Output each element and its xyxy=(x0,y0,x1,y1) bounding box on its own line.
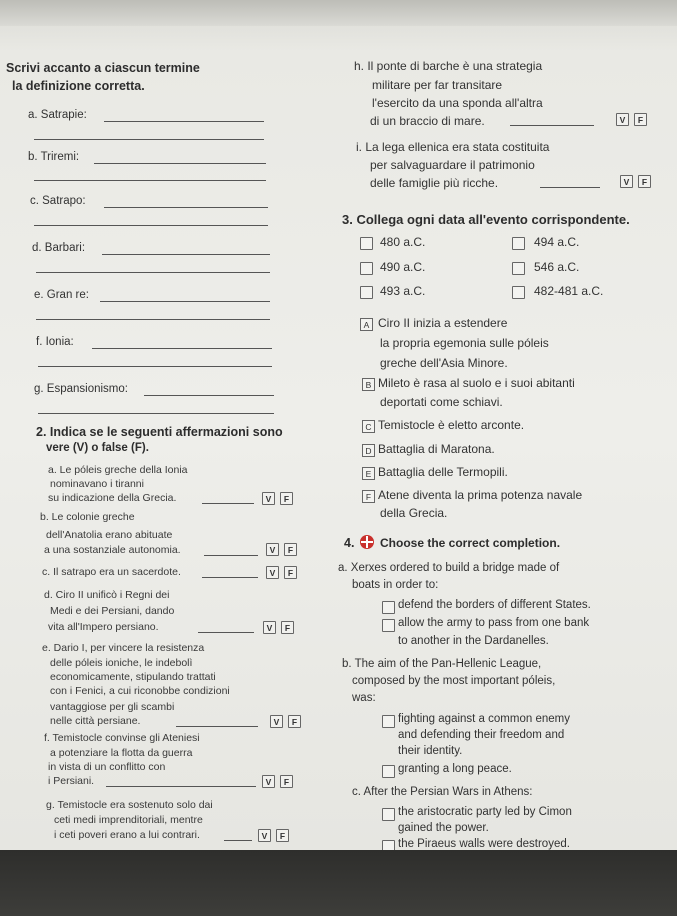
answer-line[interactable] xyxy=(34,180,266,181)
event-a-line: la propria egemonia sulle póleis xyxy=(380,336,549,350)
statement-f-line: a potenziare la flotta da guerra xyxy=(50,747,193,759)
vf-choice-d[interactable] xyxy=(263,621,294,634)
term-satrapie: a. Satrapie: xyxy=(28,109,87,121)
option-a1: defend the borders of different States. xyxy=(398,599,591,611)
question-b-line: composed by the most important póleis, xyxy=(352,675,556,687)
statement-f-line: in vista di un conflitto con xyxy=(48,761,166,773)
true-checkbox[interactable]: V xyxy=(263,621,276,634)
answer-line[interactable] xyxy=(34,225,268,226)
statement-d: d. Ciro II unificò i Regni dei xyxy=(44,589,170,601)
statement-g: g. Temistocle era sostenuto solo dai xyxy=(46,799,213,811)
event-f-line: della Grecia. xyxy=(380,506,448,520)
background-surface xyxy=(0,850,677,916)
statement-c: c. Il satrapo era un sacerdote. xyxy=(42,566,181,578)
vf-choice-c[interactable] xyxy=(266,566,297,579)
answer-line[interactable] xyxy=(202,503,254,504)
answer-line[interactable] xyxy=(38,413,274,414)
event-d: Battaglia di Maratona. xyxy=(378,442,495,456)
answer-line[interactable] xyxy=(198,632,254,633)
true-checkbox[interactable]: V xyxy=(266,543,279,556)
answer-line[interactable] xyxy=(176,726,258,727)
statement-i-line: per salvaguardare il patrimonio xyxy=(370,158,535,172)
exercise-3-title: 3. Collega ogni data all'evento corrispondente. xyxy=(342,212,630,227)
term-ionia: f. Ionia: xyxy=(36,336,74,348)
answer-line[interactable] xyxy=(224,840,252,841)
question-a-line: boats in order to: xyxy=(352,579,439,591)
exercise-1-title: Scrivi accanto a ciascun termine xyxy=(6,61,200,75)
statement-i-line: delle famiglie più ricche. xyxy=(370,176,499,190)
statement-f-line: i Persiani. xyxy=(48,775,95,787)
question-b-line: was: xyxy=(352,692,376,704)
date-checkbox[interactable] xyxy=(512,237,525,250)
option-checkbox[interactable] xyxy=(382,601,395,614)
vf-choice-h[interactable] xyxy=(616,113,647,126)
exercise-4-number: 4. xyxy=(344,536,355,550)
answer-line[interactable] xyxy=(104,121,264,122)
event-b: Mileto è rasa al suolo e i suoi abitanti xyxy=(378,376,575,390)
statement-a-line: su indicazione della Grecia. xyxy=(48,492,177,504)
exercise-4-title: Choose the correct completion. xyxy=(380,536,561,550)
option-b1-line: their identity. xyxy=(398,745,463,757)
event-letter-b: B xyxy=(362,378,375,391)
option-b1-line: and defending their freedom and xyxy=(398,729,565,741)
term-satrapo: c. Satrapo: xyxy=(30,195,86,207)
statement-a-line: nominavano i tiranni xyxy=(50,478,144,490)
false-checkbox[interactable]: F xyxy=(284,543,297,556)
statement-g-line: ceti medi imprenditoriali, mentre xyxy=(54,814,203,826)
event-e: Battaglia delle Termopili. xyxy=(378,465,508,479)
statement-f: f. Temistocle convinse gli Ateniesi xyxy=(44,732,200,744)
vf-choice-f[interactable] xyxy=(262,775,293,788)
exercise-2-subtitle: vere (V) o false (F). xyxy=(46,442,149,454)
false-checkbox[interactable]: F xyxy=(284,566,297,579)
answer-line[interactable] xyxy=(202,577,258,578)
answer-line[interactable] xyxy=(34,139,264,140)
statement-b-line: dell'Anatolia erano abituate xyxy=(46,529,173,541)
term-espansionismo: g. Espansionismo: xyxy=(34,383,128,395)
statement-b: b. Le colonie greche xyxy=(40,511,135,523)
term-gran-re: e. Gran re: xyxy=(34,289,89,301)
answer-line[interactable] xyxy=(144,395,274,396)
english-flag-icon xyxy=(360,535,374,549)
date-546: 546 a.C. xyxy=(534,260,580,274)
statement-i: i. La lega ellenica era stata costituita xyxy=(356,140,550,154)
answer-line[interactable] xyxy=(106,786,256,787)
false-checkbox[interactable]: F xyxy=(634,113,647,126)
answer-line[interactable] xyxy=(36,272,270,273)
answer-line[interactable] xyxy=(92,348,272,349)
vf-choice-g[interactable] xyxy=(258,829,289,842)
option-checkbox[interactable] xyxy=(382,808,395,821)
true-checkbox[interactable]: V xyxy=(270,715,283,728)
statement-e-line: nelle città persiane. xyxy=(50,715,141,727)
term-barbari: d. Barbari: xyxy=(32,242,86,254)
date-checkbox[interactable] xyxy=(512,286,525,299)
false-checkbox[interactable]: F xyxy=(638,175,651,188)
event-a: Ciro II inizia a estendere xyxy=(378,316,508,330)
statement-d-line: Medi e dei Persiani, dando xyxy=(50,605,175,617)
option-checkbox[interactable] xyxy=(382,840,395,850)
true-checkbox[interactable]: V xyxy=(616,113,629,126)
option-checkbox[interactable] xyxy=(382,619,395,632)
date-493: 493 a.C. xyxy=(380,284,426,298)
statement-g-line: i ceti poveri erano a lui contrari. xyxy=(54,829,200,841)
option-c1-line: gained the power. xyxy=(398,822,489,834)
vf-choice-a[interactable] xyxy=(262,492,293,505)
event-f: Atene diventa la prima potenza navale xyxy=(378,488,583,502)
answer-line[interactable] xyxy=(36,319,270,320)
option-a2: allow the army to pass from one bank xyxy=(398,617,590,629)
date-checkbox[interactable] xyxy=(360,286,373,299)
vf-choice-e[interactable] xyxy=(270,715,301,728)
question-c: c. After the Persian Wars in Athens: xyxy=(352,786,533,798)
false-checkbox[interactable]: F xyxy=(280,775,293,788)
statement-h-line: l'esercito da una sponda all'altra xyxy=(372,96,543,110)
answer-line[interactable] xyxy=(102,254,270,255)
statement-h-line: militare per far transitare xyxy=(372,78,503,92)
statement-h-line: di un braccio di mare. xyxy=(370,114,485,128)
option-checkbox[interactable] xyxy=(382,765,395,778)
statement-e-line: delle póleis ioniche, le indebolì xyxy=(50,657,193,669)
vf-choice-b[interactable] xyxy=(266,543,297,556)
option-c2: the Piraeus walls were destroyed. xyxy=(398,838,570,850)
answer-line[interactable] xyxy=(100,301,270,302)
exercise-1-subtitle: la definizione corretta. xyxy=(12,79,145,93)
page-top-edge xyxy=(0,0,677,26)
statement-e-line: economicamente, stipulando trattati xyxy=(50,671,216,683)
answer-line[interactable] xyxy=(104,207,268,208)
event-a-line: greche dell'Asia Minore. xyxy=(380,356,508,370)
answer-line[interactable] xyxy=(204,555,258,556)
date-480: 480 a.C. xyxy=(380,235,426,249)
event-letter-e: E xyxy=(362,467,375,480)
true-checkbox[interactable]: V xyxy=(620,175,633,188)
option-c1: the aristocratic party led by Cimon xyxy=(398,806,572,818)
event-letter-c: C xyxy=(362,420,375,433)
question-b: b. The aim of the Pan-Hellenic League, xyxy=(342,658,542,670)
false-checkbox[interactable]: F xyxy=(288,715,301,728)
statement-b-line: a una sostanziale autonomia. xyxy=(44,544,181,556)
date-490: 490 a.C. xyxy=(380,260,426,274)
term-triremi: b. Triremi: xyxy=(28,151,80,163)
event-letter-f: F xyxy=(362,490,375,503)
true-checkbox[interactable]: V xyxy=(262,492,275,505)
true-checkbox[interactable]: V xyxy=(262,775,275,788)
statement-e-line: con i Fenici, a cui riconobbe condizioni xyxy=(50,685,230,697)
answer-line[interactable] xyxy=(540,187,600,188)
exercise-2-title: 2. Indica se le seguenti affermazioni sono xyxy=(36,425,283,439)
option-checkbox[interactable] xyxy=(382,715,395,728)
event-c: Temistocle è eletto arconte. xyxy=(378,418,525,432)
date-checkbox[interactable] xyxy=(512,262,525,275)
statement-a: a. Le póleis greche della Ionia xyxy=(48,464,188,476)
event-letter-a: A xyxy=(360,318,373,331)
statement-d-line: vita all'Impero persiano. xyxy=(48,621,159,633)
true-checkbox[interactable]: V xyxy=(258,829,271,842)
true-checkbox[interactable]: V xyxy=(266,566,279,579)
option-b2: granting a long peace. xyxy=(398,763,512,775)
option-b1: fighting against a common enemy xyxy=(398,713,570,725)
false-checkbox[interactable]: F xyxy=(281,621,294,634)
date-482-481: 482-481 a.C. xyxy=(534,284,604,298)
statement-e-line: vantaggiose per gli scambi xyxy=(50,701,175,713)
statement-e: e. Dario I, per vincere la resistenza xyxy=(42,642,205,654)
vf-choice-i[interactable] xyxy=(620,175,651,188)
false-checkbox[interactable]: F xyxy=(280,492,293,505)
date-checkbox[interactable] xyxy=(360,237,373,250)
statement-h: h. Il ponte di barche è una strategia xyxy=(354,59,543,73)
event-letter-d: D xyxy=(362,444,375,457)
event-b-line: deportati come schiavi. xyxy=(380,395,503,409)
option-a2-line: to another in the Dardanelles. xyxy=(398,635,549,647)
answer-line[interactable] xyxy=(94,163,266,164)
date-checkbox[interactable] xyxy=(360,262,373,275)
false-checkbox[interactable]: F xyxy=(276,829,289,842)
answer-line[interactable] xyxy=(38,366,272,367)
question-a: a. Xerxes ordered to build a bridge made of xyxy=(338,562,560,574)
date-494: 494 a.C. xyxy=(534,235,580,249)
answer-line[interactable] xyxy=(510,125,594,126)
